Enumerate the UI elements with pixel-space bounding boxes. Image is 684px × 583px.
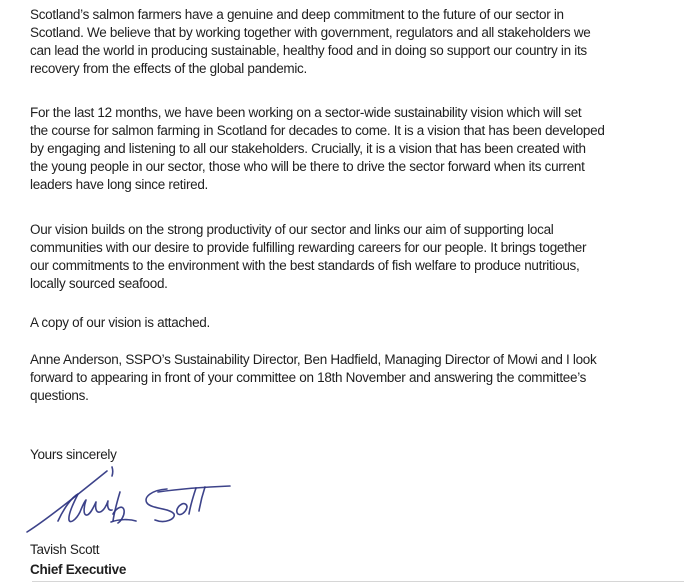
text-line: the young people in our sector, those who will be there to drive the sector forward when its current	[30, 159, 585, 174]
text-line: Our vision builds on the strong productivity of our sector and links our aim of supporting local	[30, 222, 554, 237]
text-line: communities with our desire to provide fulfilling rewarding careers for our people. It brings together	[30, 240, 587, 255]
text-line: can lead the world in producing sustainable, healthy food and in doing so support our country in its	[30, 43, 587, 58]
text-line: locally sourced seafood.	[30, 276, 168, 291]
paragraph-vision-attached	[30, 314, 210, 332]
text-line: Scotland’s salmon farmers have a genuine and deep commitment to the future of our sector in	[30, 7, 564, 22]
closing-salutation: Yours sincerely	[30, 447, 117, 462]
text-line: Scotland. We believe that by working together with government, regulators and all stakeholders we	[30, 25, 591, 40]
paragraph-vision-builds	[30, 221, 586, 293]
text-line: recovery from the effects of the global pandemic.	[30, 61, 307, 76]
text-line: Anne Anderson, SSPO’s Sustainability Director, Ben Hadfield, Managing Director of Mowi and I look	[30, 352, 597, 367]
page-edge-divider	[32, 581, 684, 582]
text-line: leaders have long since retired.	[30, 177, 209, 192]
signatory-title: Chief Executive	[30, 562, 127, 577]
paragraph-commitment	[30, 6, 590, 78]
text-line: For the last 12 months, we have been working on a sector-wide sustainability vision which will set	[30, 105, 582, 120]
text-line: A copy of our vision is attached.	[30, 315, 210, 330]
handwritten-signature-icon	[24, 464, 239, 536]
paragraph-sustainability-vision	[30, 104, 605, 194]
text-line: our commitments to the environment with the best standards of fish welfare to produce nutritious,	[30, 258, 580, 273]
paragraph-committee-appearance	[30, 351, 596, 405]
text-line: the course for salmon farming in Scotland for decades to come. It is a vision that has been developed	[30, 123, 605, 138]
text-line: forward to appearing in front of your committee on 18th November and answering the committee’s	[30, 370, 587, 385]
signatory-name: Tavish Scott	[30, 542, 100, 557]
text-line: questions.	[30, 388, 89, 403]
text-line: by engaging and listening to all our stakeholders. Crucially, it is a vision that has been created with	[30, 141, 586, 156]
